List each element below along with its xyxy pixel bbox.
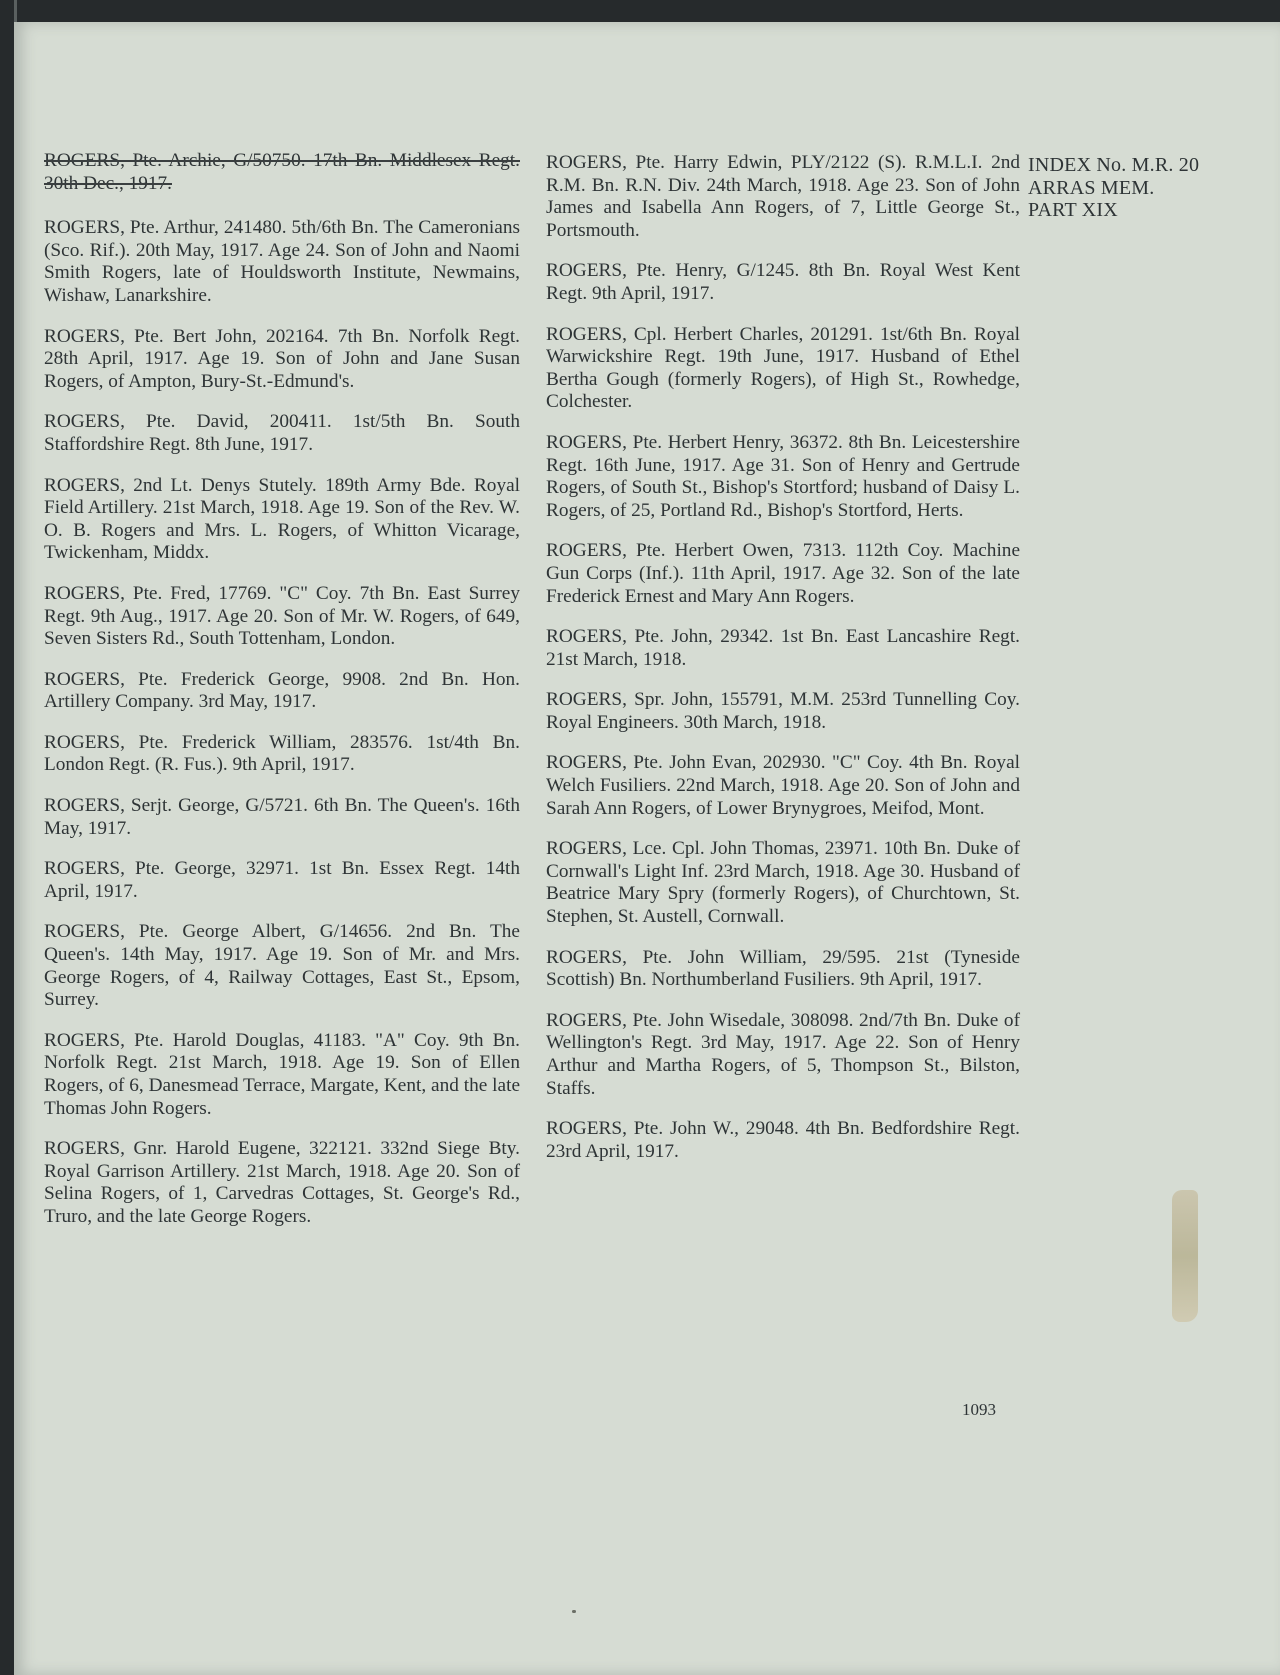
entry: ROGERS, Pte. John Evan, 202930. "C" Coy. 4th Bn. Royal Welch Fusiliers. 22nd March, 1918. Age 20. Son of John and Sarah Ann Rogers, of Lower Brynygroes, Meifod, Mont. xyxy=(546,752,1020,819)
struck-out-entry: ROGERS, Pte. Archie, G/50750. 17th Bn. Middlesex Regt. 30th Dec., 1917. xyxy=(44,150,520,194)
entry: ROGERS, 2nd Lt. Denys Stutely. 189th Army Bde. Royal Field Artillery. 21st March, 1918. Age 19. Son of the Rev. W. O. B. Rogers and Mrs. L. Rogers, of Whitton Vicarage, Twickenham, Middx. xyxy=(44,474,520,564)
index-reference: INDEX No. M.R. 20 ARRAS MEM. PART XIX xyxy=(1028,154,1200,221)
entry: ROGERS, Pte. Herbert Owen, 7313. 112th Coy. Machine Gun Corps (Inf.). 11th April, 1917. Age 32. Son of the late Frederick Ernest and Mary Ann Rogers. xyxy=(546,540,1020,607)
entry: ROGERS, Pte. Henry, G/1245. 8th Bn. Royal West Kent Regt. 9th April, 1917. xyxy=(546,260,1020,304)
entry: ROGERS, Pte. Frederick William, 283576. 1st/4th Bn. London Regt. (R. Fus.). 9th April, 1917. xyxy=(44,731,520,776)
paper-speck xyxy=(572,1610,576,1613)
entry: ROGERS, Pte. George, 32971. 1st Bn. Essex Regt. 14th April, 1917. xyxy=(44,858,520,902)
left-column xyxy=(44,150,520,1247)
entry: ROGERS, Pte. John, 29342. 1st Bn. East Lancashire Regt. 21st March, 1918. xyxy=(546,626,1020,670)
entry: ROGERS, Spr. John, 155791, M.M. 253rd Tunnelling Coy. Royal Engineers. 30th March, 1918. xyxy=(546,689,1020,733)
paper-stain xyxy=(1172,1190,1198,1322)
page-number: 1093 xyxy=(962,1400,996,1419)
entry: ROGERS, Pte. John Wisedale, 308098. 2nd/7th Bn. Duke of Wellington's Regt. 3rd May, 1917. Age 22. Son of Henry Arthur and Martha Rogers, of 5, Thompson St., Bilston, Staffs. xyxy=(546,1009,1020,1099)
entry: ROGERS, Gnr. Harold Eugene, 322121. 332nd Siege Bty. Royal Garrison Artillery. 21st March, 1918. Age 20. Son of Selina Rogers, of 1, Carvedras Cottages, St. George's Rd., Truro, and the late George Rogers. xyxy=(44,1138,520,1227)
entry: ROGERS, Pte. David, 200411. 1st/5th Bn. South Staffordshire Regt. 8th June, 1917. xyxy=(44,411,520,455)
entry: ROGERS, Pte. Frederick George, 9908. 2nd Bn. Hon. Artillery Company. 3rd May, 1917. xyxy=(44,668,520,713)
entry: ROGERS, Lce. Cpl. John Thomas, 23971. 10th Bn. Duke of Cornwall's Light Inf. 23rd March, 1918. Age 30. Husband of Beatrice Mary Spry (formerly Rogers), of Churchtown, St. Stephen, St. Austell, Cornwall. xyxy=(546,838,1020,928)
entry: ROGERS, Pte. Harry Edwin, PLY/2122 (S). R.M.L.I. 2nd R.M. Bn. R.N. Div. 24th March, 1918. Age 23. Son of John James and Isabella Ann Rogers, of 7, Little George St., Portsmouth. xyxy=(546,152,1020,241)
entry: ROGERS, Pte. Fred, 17769. "C" Coy. 7th Bn. East Surrey Regt. 9th Aug., 1917. Age 20. Son of Mr. W. Rogers, of 649, Seven Sisters Rd., South Tottenham, London. xyxy=(44,582,520,650)
entry: ROGERS, Pte. Harold Douglas, 41183. "A" Coy. 9th Bn. Norfolk Regt. 21st March, 1918. Age 19. Son of Ellen Rogers, of 6, Danesmead Terrace, Margate, Kent, and the late Thomas John Rogers. xyxy=(44,1029,520,1119)
entry: ROGERS, Pte. Bert John, 202164. 7th Bn. Norfolk Regt. 28th April, 1917. Age 19. Son of John and Jane Susan Rogers, of Ampton, Bury-St.-Edmund's. xyxy=(44,325,520,392)
entry: ROGERS, Pte. George Albert, G/14656. 2nd Bn. The Queen's. 14th May, 1917. Age 19. Son of Mr. and Mrs. George Rogers, of 4, Railway Cottages, East St., Epsom, Surrey. xyxy=(44,921,520,1011)
entry: ROGERS, Pte. Arthur, 241480. 5th/6th Bn. The Cameronians (Sco. Rif.). 20th May, 1917. Age 24. Son of John and Naomi Smith Rogers, late of Houldsworth Institute, Newmains, Wishaw, Lanarkshire. xyxy=(44,217,520,306)
entry: ROGERS, Serjt. George, G/5721. 6th Bn. The Queen's. 16th May, 1917. xyxy=(44,795,520,839)
entry: ROGERS, Pte. Herbert Henry, 36372. 8th Bn. Leicestershire Regt. 16th June, 1917. Age 31. Son of Henry and Gertrude Rogers, of South St., Bishop's Stortford; husband of Daisy L. Rogers, of 25, Portland Rd., Bishop's Stortford, Herts. xyxy=(546,431,1020,521)
entry: ROGERS, Pte. John W., 29048. 4th Bn. Bedfordshire Regt. 23rd April, 1917. xyxy=(546,1118,1020,1162)
middle-column xyxy=(546,152,1020,1181)
entry: ROGERS, Pte. John William, 29/595. 21st (Tyneside Scottish) Bn. Northumberland Fusiliers. 9th April, 1917. xyxy=(546,946,1020,991)
entry: ROGERS, Cpl. Herbert Charles, 201291. 1st/6th Bn. Royal Warwickshire Regt. 19th June, 1917. Husband of Ethel Bertha Gough (formerly Rogers), of High St., Rowhedge, Colchester. xyxy=(546,323,1020,413)
